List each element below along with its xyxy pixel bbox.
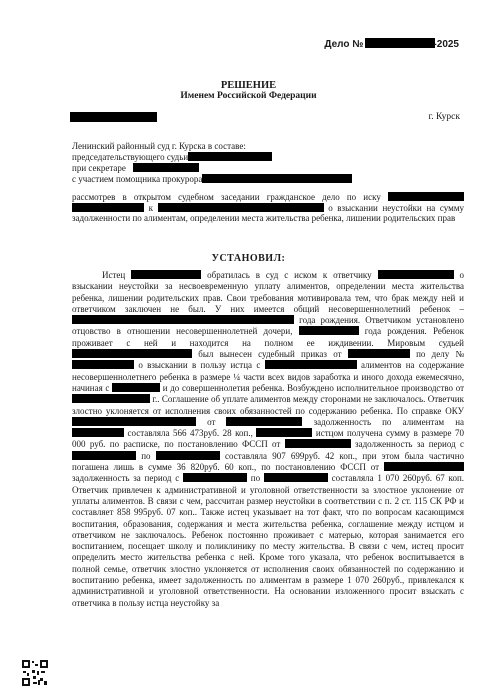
redaction-block	[112, 383, 160, 392]
redaction-block	[72, 428, 124, 437]
qr-code-icon	[22, 660, 48, 686]
case-number-suffix: -2025	[433, 39, 459, 50]
court-line: Ленинский районный суд г. Курска в составе:	[72, 141, 246, 151]
redaction-block	[72, 394, 150, 403]
redaction-block	[202, 174, 352, 183]
redaction-block	[388, 192, 464, 201]
assistant-line	[72, 174, 352, 184]
redaction-block	[188, 152, 272, 161]
redaction-block	[365, 38, 435, 48]
section-heading: УСТАНОВИЛ:	[211, 253, 286, 264]
redaction-block	[158, 203, 324, 212]
redaction-block	[265, 360, 357, 369]
case-number-prefix: Дело №	[324, 39, 364, 50]
redaction-block	[264, 473, 328, 482]
redaction-block	[72, 360, 134, 369]
presiding-line	[72, 152, 272, 162]
redaction-block	[72, 349, 192, 358]
city: г. Курск	[428, 112, 460, 122]
redaction-block	[72, 203, 144, 212]
redacted-date	[70, 112, 157, 122]
case-description: рассмотрев в открытом судебном заседании гражданское дело по иску к о взыскании неустойки на сумму задолженности по алиментам, определении места жительства ребенка, лишении родительских прав	[72, 192, 465, 224]
redaction-block	[378, 270, 454, 279]
secretary-label: при секретаре	[72, 163, 126, 173]
redaction-block	[256, 428, 312, 437]
redaction-block	[183, 473, 247, 482]
redaction-block	[156, 451, 220, 460]
redaction-block	[384, 462, 464, 471]
redaction-block	[133, 163, 199, 172]
redaction-block	[131, 270, 201, 279]
assistant-label: с участием помощника прокурора	[72, 174, 203, 184]
document-title: РЕШЕНИЕ	[220, 80, 277, 91]
presiding-label: председательствующего судьи	[72, 152, 189, 162]
redaction-block	[226, 417, 302, 426]
redaction-block	[299, 326, 359, 335]
decision-body	[72, 270, 464, 609]
body-paragraph: Истец обратилась в суд с иском к ответчику о взыскании неустойки за несвоевременную уплату алиментов, определении места жительства ребенка, лишении родительских прав. Свои требования мотивировала тем, что брак между ней и ответчиком заключен не был. У них имеется общий несовершеннолетний ребенок – года рождения. Ответчиком установлено отцовство в отношении несовершеннолетней дочери, года рождения. Ребенок проживает с ней и находится на полном ее иждивении. Мировым судьей был вынесен судебный приказ от по делу № о взыскании в пользу истца с алиментов на содержание несовершеннолетнего ребенка в размере ¼ части всех видов заработка и иного дохода ежемесячно, начиная с и до совершеннолетия ребенка. Возбуждено исполнительное производство от г.. Соглашение об уплате алиментов между сторонами не заключалось. Ответчик злостно уклоняется от исполнения своих обязанностей по содержанию ребенка. По справке ОКУ от задолженность по алиментам на составляла 566 473руб. 28 коп., истцом получена сумму в размере 70 000 руб. по расписке, по постановлению ФССП от задолженность за период с по составляла 907 699руб. 42 коп., при этом была частично погашена лишь в сумме 36 820руб. 60 коп., по постановлению ФССП от задолженность за период с по составляла 1 070 260руб. 67 коп. Ответчик привлечен к административной и уголовной ответственности за злостное уклонение от уплаты алиментов. В связи с чем, рассчитан размер неустойки в соответствии с п. 2 ст. 115 СК РФ и составляет 858 995руб. 07 коп.. Также истец указывает на тот факт, что по вопросам касающимся воспитания, образования, содержания и места жительства ребенка, соглашение между истцом и ответчиком не заключалось. Ребенок постоянно проживает с матерью, которая занимается его воспитанием, посещает школу и поликлинику по месту жительства. В связи с чем, истец просит определить место жительства ребенка с ней. Кроме того указала, что ребенок воспитывается в полной семье, ответчик злостно уклоняется от исполнения своих обязанностей по содержанию и воспитанию ребенка, имеет задолженность по алиментам в размере 1 070 260руб., привлекался к административной и уголовной ответственности. На основании изложенного просит взыскать с ответчика в пользу истца неустойку за	[72, 270, 465, 608]
redaction-block	[72, 417, 196, 426]
redaction-block	[72, 451, 136, 460]
redaction-block	[72, 315, 294, 324]
redaction-block	[348, 349, 410, 358]
document-subtitle: Именем Российской Федерации	[180, 91, 317, 101]
case-number	[324, 38, 459, 50]
secretary-line	[72, 163, 199, 173]
redaction-block	[285, 439, 351, 448]
